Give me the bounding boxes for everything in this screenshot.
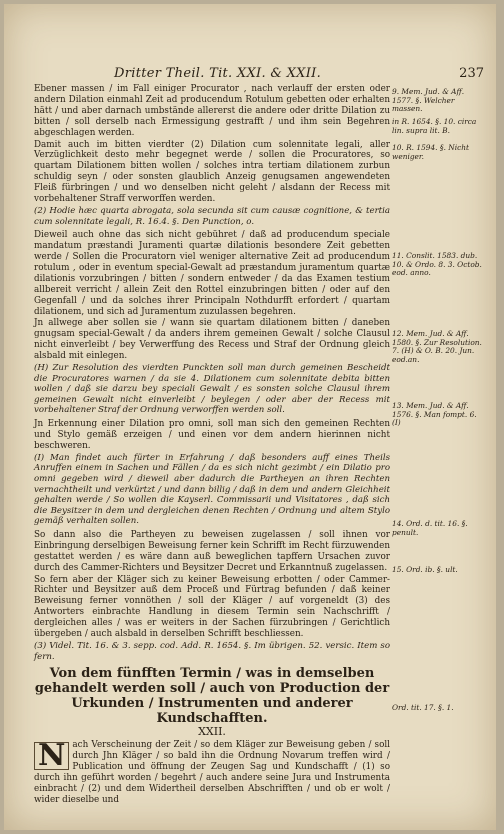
paragraph-dropcap xyxy=(34,740,390,805)
main-text xyxy=(34,84,390,806)
margin-note: 14. Ord. d. tit. 16. §. penult. xyxy=(392,519,468,537)
margin-note: 13. Mem. Jud. & Aff. 1576. §. Man fompt. 6. (I) xyxy=(392,401,477,428)
footnote: (H) Zur Resolution des vierdten Punckten soll man durch gemeinen Bescheidt die Procuratores warnen / da sie 4. Dilationem cum solennitate debita bitten wollen / daß sie darzu bey speciali Gewalt / es sonsten solche Clausul ihrem gemeinen Gewalt nicht einverleibt / beylegen / oder aber der Recess mit vorbehaltener Straf der Ordnung verworffen werden soll. xyxy=(34,363,390,416)
paragraph: Dieweil auch ohne das sich nicht gebühret / daß ad producendum speciale mandatum præstandi Juramenti quartæ dilationis besondere Zeit gebetten werde / Sollen die Procuratorn viel weniger alternative Zeit ad producendum rotulum , oder in eventum special-Gewalt ad præstandum juramentum quartæ dilationis vorzubringen / bitten / sondern entweder / da das Examen testium allbereit verricht / allein Zeit den Rottel einzubringen bitten / oder auf den Gegenfall / und da solches ihrer Principaln Nothdurfft erfordert / quartam dilationem, und sich ad Juramentum zuzulassen begehren. xyxy=(34,230,390,317)
margin-note: 11. Conslit. 1583. dub. 10. & Ordo. 8. 3. Octob. eod. anno. xyxy=(392,251,482,278)
margin-note: 12. Mem. Jud. & Aff. 1580. §. Zur Resolution. 7. (H) & O. B. 20. Jun. eod.an. xyxy=(392,329,482,364)
paragraph: Damit auch im bitten vierdter (2) Dilation cum solennitate legali, aller Verzüglichkeit desto mehr begegnet werde / sollen die Procuratores, so quartam Dilationem bitten wollen / solches intra tertiam dilationem zurbun schuldig seyn / oder sonsten glaublich Anzeig genugsamen angewendeten Fleiß fürbringen / und wo denselben nicht geleht / alsdann der Recess mit vorbehaltener Straff verworffen werden. xyxy=(34,139,390,205)
margin-note: 15. Ord. ib. §. ult. xyxy=(392,565,458,574)
margin-note: 9. Mem. Jud. & Aff. 1577. §. Welcher massen. xyxy=(392,87,465,114)
footnote: (I) Man findet auch fürter in Erfahrung / daß besonders auff eines Theils Anruffen einem in Sachen und Fällen / da es sich nicht gezimbt / ein Dilatio pro omni gegeben wird / dieweil aber dadurch die Partheyen an ihren Rechten vernachtheilt und verkürtzt / und dann billig / daß in dem und andern Gleichheit gehalten werde / So wollen die Kayserl. Commissarii und Visitatores , daß sich die Beysitzer in dem und dergleichen denen Rechten / Ordnung und altem Stylo gemäß verhalten sollen. xyxy=(34,452,390,527)
paragraph: Jn Erkennung einer Dilation pro omni, soll man sich den gemeinen Rechten und Stylo gemäß erzeigen / und einen vor dem andern hierinnen nicht beschweren. xyxy=(34,419,390,451)
paragraph: So fern aber der Kläger sich zu keiner Beweisung erbotten / oder Cammer-Richter und Beysitzer auß dem Proceß und Fürtrag befunden / daß keiner Beweisung ferner vonnöthen / soll der Kläger / auf vorgeneldt (3) des Antworters einbrachte Handlung in diesem Termin sein Nachschrifft / dergleichen alles / was er weiters in der Sachen fürzubringen / Gerichtlich übergeben / auch alsbald in derselben Schrifft beschliessen. xyxy=(34,574,390,640)
margin-note: 10. R. 1594. §. Nicht weniger. xyxy=(392,143,469,161)
section-number: XXII. xyxy=(198,725,226,739)
paragraph: So dann also die Partheyen zu beweisen zugelassen / soll ihnen vor Einbringung derselbigen Beweisung ferner kein Schrifft im Recht fürzuwenden gestattet werden / es wäre dann auß beweglichen tapffern Ursachen zuvor durch des Cammer-Richters und Beysitzer Decret und Erkanntnuß zugelassen. xyxy=(34,529,390,573)
dropcap-letter: N xyxy=(34,742,69,770)
running-title: Dritter Theil. Tit. XXI. & XXII. xyxy=(114,66,322,81)
margin-note: Ord. tit. 17. §. 1. xyxy=(392,703,454,712)
margin-notes xyxy=(392,84,482,824)
footnote: (2) Hodie hæc quarta abrogata, sola secunda sit cum causæ cognitione, & tertia cum solennitate legali, R. 16.4. §. Den Punction, o. xyxy=(34,205,390,227)
page-number: 237 xyxy=(459,66,484,81)
paragraph-text: ach Verscheinung der Zeit / so dem Kläger zur Beweisung geben / soll durch Jhn Kläger / so bald ihn die Ordnung Novarum treffen wird / Publication und öffnung der Zeugen Sag und Kundschafft / (1) so durch ihn geführt worden / begehrt / auch andere seine Jura und Instrumenta einbracht / (2) und dem Widertheil derselben Abschrifften / und ob er wolt / wider dieselbe und xyxy=(34,740,390,805)
margin-note: in R. 1654. §. 10. circa lin. supra lit. B. xyxy=(392,117,477,135)
section-heading: Von dem fünfften Termin / was in demselben gehandelt werden soll / auch von Production der Urkunden / Instrumenten und anderer Kundschafften. xyxy=(34,666,390,727)
paragraph: Ebener massen / im Fall einiger Procurator , nach verlauff der ersten oder andern Dilation einmahl Zeit ad producendum Rotulum gebetten oder erhalten hätt / und aber darnach umbstände allererst die andere oder dritte Dilation zu bitten / soll derselb nach Ermessigung gestrafft / und ihm sein Begehren abgeschlagen werden. xyxy=(34,84,390,138)
paragraph: Jn allwege aber sollen sie / wann sie quartam dilationem bitten / daneben gnugsam special-Gewalt / da anders ihrem gemeinen Gewalt / solche Clausul nicht einverleibt / bey Verwerffung des Recess und Straf der Ordnung gleich alsbald mit einlegen. xyxy=(34,318,390,362)
footnote: (3) Videl. Tit. 16. & 3. sepp. cod. Add. R. 1654. §. Im übrigen. 52. versic. Item so fern. xyxy=(34,640,390,662)
page-header xyxy=(44,66,484,84)
